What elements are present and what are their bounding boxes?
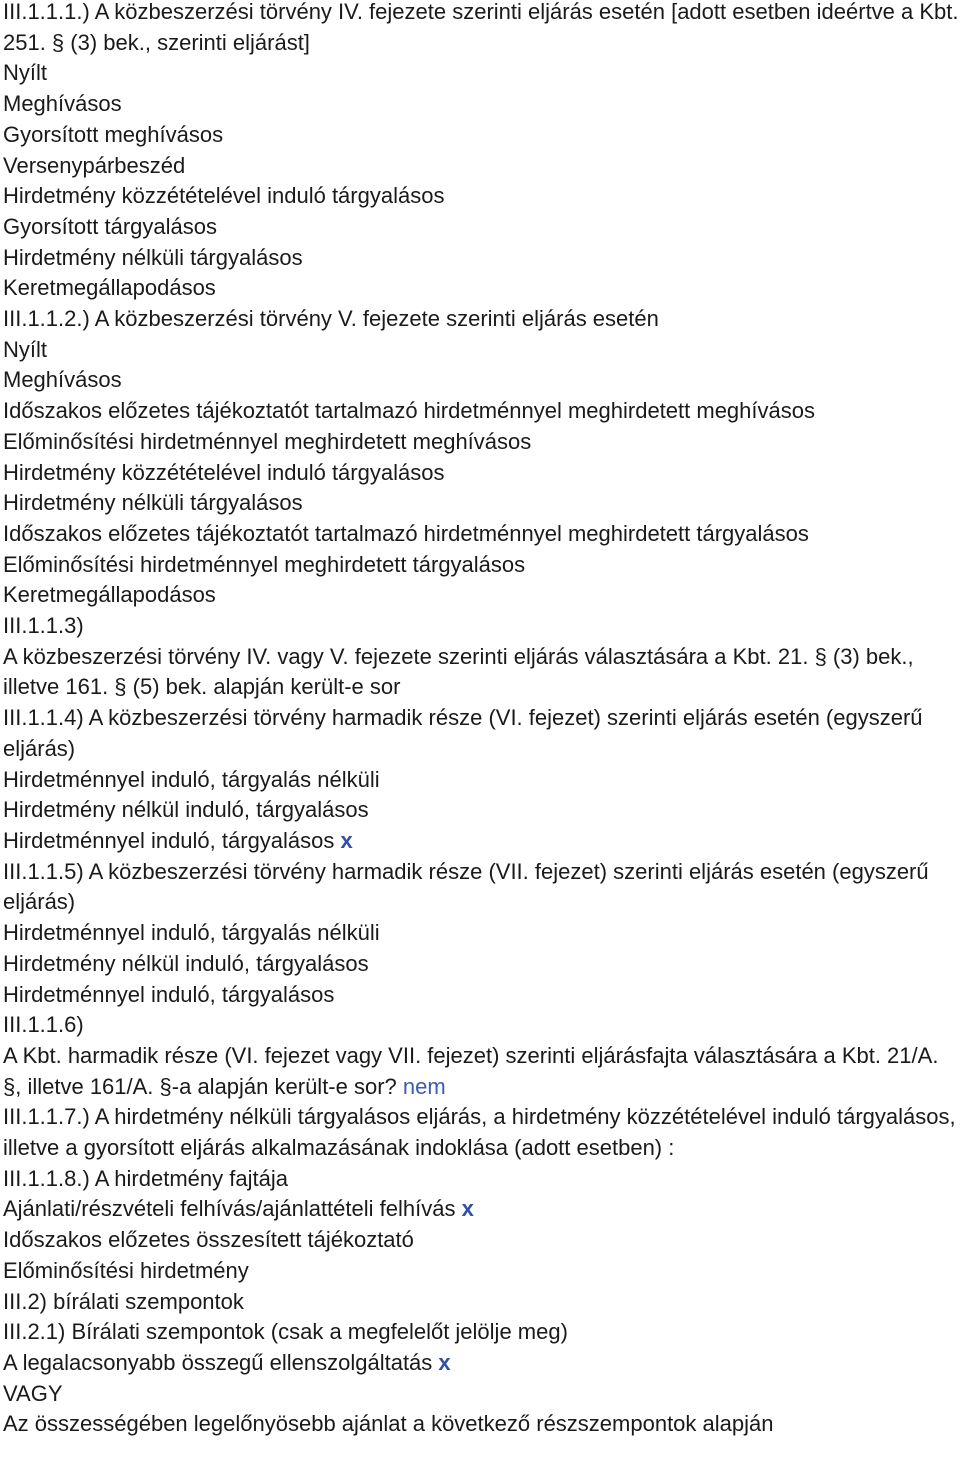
list-item: Hirdetmény közzétételével induló tárgyalásos bbox=[3, 459, 445, 485]
list-item: Hirdetménnyel induló, tárgyalás nélküli bbox=[3, 766, 380, 792]
list-item: Nyílt bbox=[3, 336, 47, 362]
section-heading-1115: III.1.1.5) A közbeszerzési törvény harmadik része (VII. fejezet) szerinti eljárás esetén (egyszerű eljárás) bbox=[3, 858, 929, 915]
selected-mark: x bbox=[438, 1349, 451, 1375]
list-item: Időszakos előzetes tájékoztatót tartalmazó hirdetménnyel meghirdetett tárgyalásos bbox=[3, 520, 809, 546]
question-line bbox=[3, 1041, 960, 1102]
criteria-option-best: Az összességében legelőnyösebb ajánlat a következő részszempontok alapján bbox=[3, 1411, 774, 1437]
option-label: A legalacsonyabb összegű ellenszolgáltatás bbox=[3, 1349, 433, 1375]
list-item: Nyílt bbox=[3, 60, 47, 86]
section-heading-321: III.2.1) Bírálati szempontok (csak a megfelelőt jelölje meg) bbox=[3, 1319, 568, 1345]
list-item: Időszakos előzetes összesített tájékoztató bbox=[3, 1227, 414, 1253]
list-item: Hirdetmény nélkül induló, tárgyalásos bbox=[3, 797, 369, 823]
section-heading-32: III.2) bírálati szempontok bbox=[3, 1288, 244, 1314]
section-1117-text: III.1.1.7.) A hirdetmény nélküli tárgyalásos eljárás, a hirdetmény közzétételével induló tárgyalásos, illetve a gyorsított eljárás alkalmazásának indoklása (adott esetben) : bbox=[3, 1104, 956, 1161]
selected-mark: x bbox=[461, 1196, 474, 1222]
question-text: A közbeszerzési törvény IV. vagy V. fejezete szerinti eljárás választására a Kbt. 21. § (3) bek., illetve 161. § (5) bek. alapján került-e sor bbox=[3, 643, 914, 700]
list-item: Előminősítési hirdetménnyel meghirdetett tárgyalásos bbox=[3, 551, 526, 577]
list-item bbox=[3, 1194, 960, 1225]
list-item: Előminősítési hirdetménnyel meghirdetett meghívásos bbox=[3, 428, 532, 454]
section-heading-1116: III.1.1.6) bbox=[3, 1012, 84, 1038]
list-item: Meghívásos bbox=[3, 367, 122, 393]
section-heading-1111: III.1.1.1.) A közbeszerzési törvény IV. fejezete szerinti eljárás esetén [adott esetben ideértve a Kbt. 251. § (3) bek., szerinti eljárást] bbox=[3, 0, 959, 55]
list-item: Előminősítési hirdetmény bbox=[3, 1257, 249, 1283]
list-item: Meghívásos bbox=[3, 91, 122, 117]
list-item: Hirdetmény nélküli tárgyalásos bbox=[3, 244, 303, 270]
list-item: Keretmegállapodásos bbox=[3, 275, 216, 301]
list-item-label: Ajánlati/részvételi felhívás/ajánlattételi felhívás bbox=[3, 1196, 456, 1222]
list-item: Gyorsított meghívásos bbox=[3, 121, 224, 147]
list-item: Időszakos előzetes tájékoztatót tartalmazó hirdetménnyel meghirdetett meghívásos bbox=[3, 398, 815, 424]
section-heading-1114: III.1.1.4) A közbeszerzési törvény harmadik része (VI. fejezet) szerinti eljárás esetén (egyszerű eljárás) bbox=[3, 705, 923, 761]
list-item: Hirdetmény nélkül induló, tárgyalásos bbox=[3, 950, 369, 976]
list-item: Hirdetmény nélküli tárgyalásos bbox=[3, 490, 303, 516]
answer-value: nem bbox=[402, 1073, 446, 1099]
list-item: Versenypárbeszéd bbox=[3, 152, 186, 178]
section-heading-1113: III.1.1.3) bbox=[3, 613, 84, 639]
list-item: Hirdetménnyel induló, tárgyalás nélküli bbox=[3, 920, 380, 946]
list-item bbox=[3, 826, 960, 857]
selected-mark: x bbox=[340, 827, 353, 853]
list-item: Gyorsított tárgyalásos bbox=[3, 213, 217, 239]
section-heading-1112: III.1.1.2.) A közbeszerzési törvény V. fejezete szerinti eljárás esetén bbox=[3, 306, 659, 332]
list-item: Hirdetmény közzétételével induló tárgyalásos bbox=[3, 183, 445, 209]
list-item: Keretmegállapodásos bbox=[3, 582, 216, 608]
section-heading-1118: III.1.1.8.) A hirdetmény fajtája bbox=[3, 1165, 288, 1191]
list-item-label: Hirdetménnyel induló, tárgyalásos bbox=[3, 827, 335, 853]
question-text: A Kbt. harmadik része (VI. fejezet vagy VII. fejezet) szerinti eljárásfajta választására a Kbt. 21/A. §, illetve 161/A. §-a alapján került-e sor? bbox=[3, 1042, 939, 1099]
list-item: Hirdetménnyel induló, tárgyalásos bbox=[3, 981, 335, 1007]
or-separator: VAGY bbox=[3, 1380, 63, 1406]
criteria-option-lowest bbox=[3, 1348, 960, 1379]
